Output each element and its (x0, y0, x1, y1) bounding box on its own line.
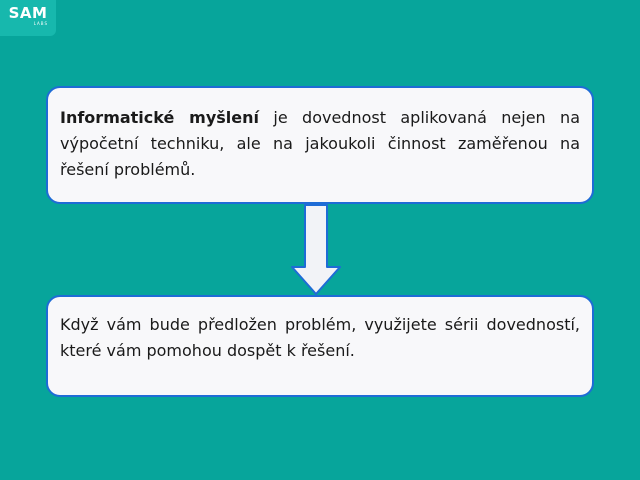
explanation-text: Když vám bude předložen problém, využijete sérii dovedností, které vám pomohou dospět k řešení. (60, 315, 580, 360)
definition-term: Informatické myšlení (60, 108, 260, 127)
definition-box (46, 86, 594, 204)
logo-sub-text: LABS (33, 21, 48, 26)
arrow-down-icon (290, 204, 342, 296)
explanation-box (46, 295, 594, 397)
definition-text: je dovednost aplikovaná nejen na výpočetní techniku, ale na jakoukoli činnost zaměřenou na řešení problémů. (60, 108, 580, 179)
sam-labs-logo (0, 0, 56, 36)
logo-main-text: SAM (8, 4, 48, 22)
